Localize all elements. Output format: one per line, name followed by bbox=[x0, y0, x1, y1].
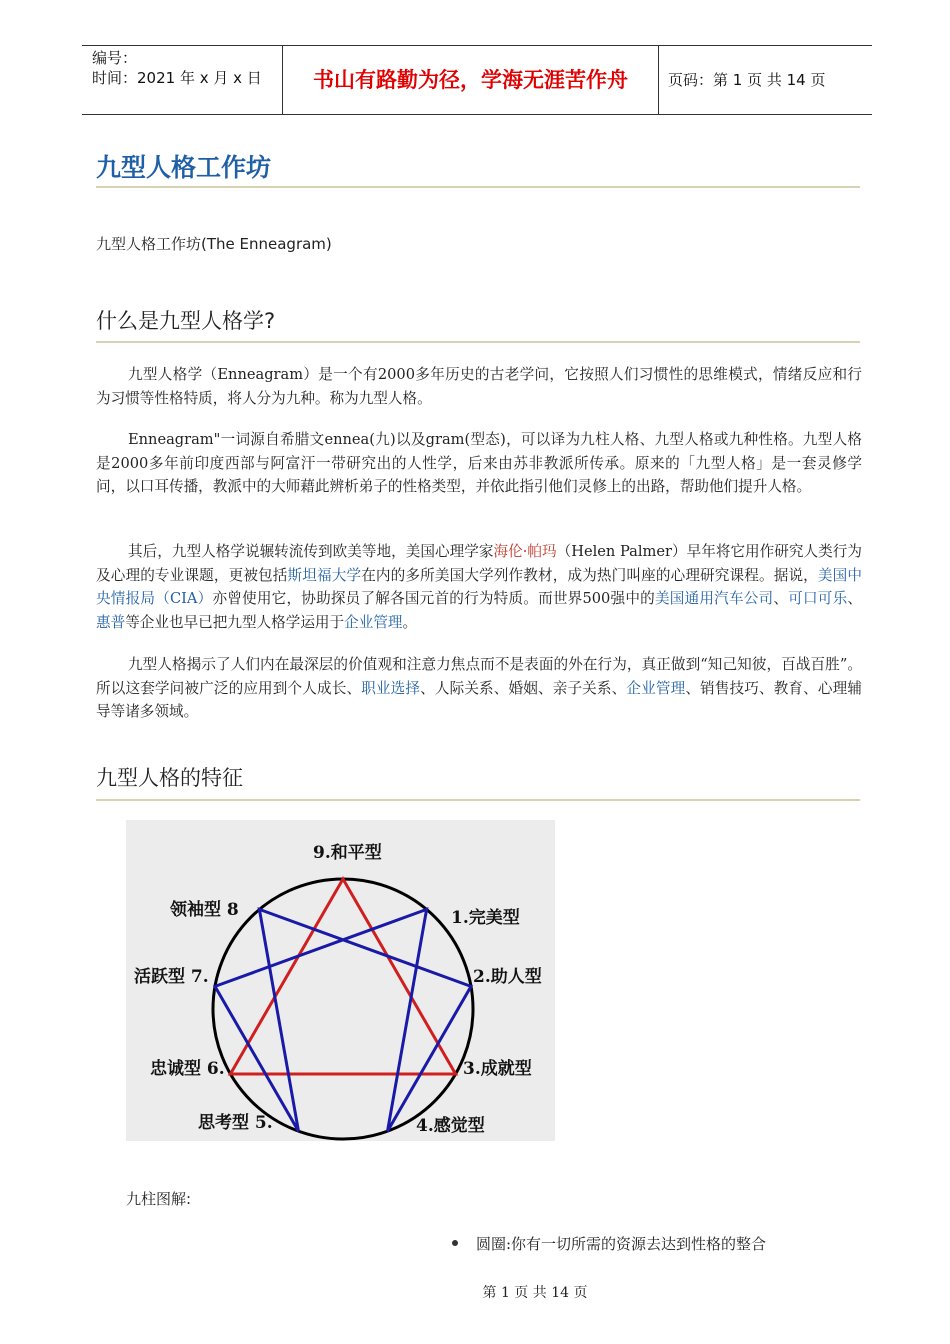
paragraph-applications bbox=[96, 653, 862, 724]
section-heading: 什么是九型人格学? bbox=[96, 309, 276, 333]
label-type-6: 忠诚型 6. bbox=[150, 1059, 225, 1079]
enneagram-figure bbox=[126, 820, 555, 1141]
header-divider bbox=[658, 46, 659, 114]
number-label: 编号： bbox=[92, 49, 138, 67]
header-motto: 书山有路勤为径，学海无涯苦作舟 bbox=[313, 67, 628, 92]
section-rule bbox=[96, 341, 860, 343]
page-footer: 第 1 页 共 14 页 bbox=[482, 1285, 588, 1301]
text-run: 在内的多所美国大学列作教材，成为热门叫座的心理研究课程。据说， bbox=[361, 566, 818, 584]
text-run: 亦曾使用它，协助探员了解各国元首的行为特质。而世界500强中的 bbox=[212, 590, 655, 607]
list-item-text: 圆圈:你有一切所需的资源去达到性格的整合 bbox=[476, 1235, 767, 1253]
header-meta bbox=[92, 48, 262, 88]
label-type-4: 4.感觉型 bbox=[416, 1116, 485, 1136]
label-type-9: 9.和平型 bbox=[313, 843, 382, 863]
link-stanford[interactable]: 斯坦福大学 bbox=[287, 566, 362, 584]
bullet-icon bbox=[452, 1240, 458, 1246]
link-gm[interactable]: 美国通用汽车公司 bbox=[654, 590, 774, 607]
section-rule bbox=[96, 799, 860, 801]
link-hp[interactable]: 惠普 bbox=[96, 613, 126, 631]
link-career[interactable]: 职业选择 bbox=[361, 679, 421, 697]
enneagram-circle bbox=[213, 879, 473, 1139]
enneagram-hexad bbox=[215, 909, 471, 1131]
label-type-3: 3.成就型 bbox=[463, 1059, 532, 1079]
text-run: （Helen Palmer）早年将它用作研究人类行为及心理的专业课题，更被包括 bbox=[96, 543, 862, 584]
link-cia[interactable]: 美国中央情报局（CIA） bbox=[96, 566, 862, 607]
label-type-1: 1.完美型 bbox=[451, 908, 520, 928]
text-run: 等企业也早已把九型人格学运用于 bbox=[125, 613, 345, 631]
section-heading: 九型人格的特征 bbox=[96, 766, 243, 790]
page-header bbox=[82, 45, 872, 115]
figure-caption: 九柱图解: bbox=[126, 1190, 192, 1208]
text-run: 九型人格揭示了人们内在最深层的价值观和注意力焦点而不是表面的外在行为，真正做到“知己知彼，百战百胜”。所以这套学问被广泛的应用到个人成长、 bbox=[96, 656, 862, 697]
document-subtitle: 九型人格工作坊(The Enneagram) bbox=[96, 235, 332, 253]
label-type-2: 2.助人型 bbox=[473, 967, 542, 987]
header-page-label: 页码：第 1 页 共 14 页 bbox=[668, 71, 826, 89]
link-management[interactable]: 企业管理 bbox=[344, 613, 403, 631]
text-run: 、 bbox=[773, 590, 789, 607]
title-rule bbox=[96, 186, 860, 188]
paragraph-history bbox=[96, 540, 862, 634]
text-run: 、人际关系、婚姻、亲子关系、 bbox=[420, 679, 627, 697]
time-label: 时间：2021 年 x 月 x 日 bbox=[92, 69, 262, 87]
link-coca-cola[interactable]: 可口可乐 bbox=[788, 590, 848, 607]
enneagram-triangle bbox=[230, 879, 455, 1074]
text-run: 。 bbox=[402, 613, 418, 631]
label-type-8: 领袖型 8 bbox=[170, 900, 239, 920]
list-item bbox=[452, 1233, 766, 1254]
label-type-5: 思考型 5. bbox=[198, 1113, 273, 1133]
paragraph-intro: 九型人格学（Enneagram）是一个有2000多年历史的古老学问，它按照人们习惯性的思维模式，情绪反应和行为习惯等性格特质，将人分为九种。称为九型人格。 bbox=[96, 366, 862, 407]
document-title: 九型人格工作坊 bbox=[96, 153, 272, 182]
link-management[interactable]: 企业管理 bbox=[626, 679, 686, 697]
text-run: 、 bbox=[847, 590, 862, 607]
label-type-7: 活跃型 7. bbox=[134, 967, 209, 987]
link-helen-palmer[interactable]: 海伦·帕玛 bbox=[493, 543, 557, 560]
text-run: 、销售技巧、教育、心理辅导等诸多领域。 bbox=[96, 679, 862, 720]
text-run: 其后，九型人格学说辗转流传到欧美等地，美国心理学家 bbox=[128, 543, 494, 560]
enneagram-diagram bbox=[126, 820, 555, 1141]
paragraph-origin: Enneagram"一词源自希腊文ennea(九)以及gram(型态)，可以译为九柱人格、九型人格或九种性格。九型人格是2000多年前印度西部与阿富汗一带研究出的人性学，后来由苏非教派所传承。原来的「九型人格」是一套灵修学问，以口耳传播，教派中的大师藉此辨析弟子的性格类型，并依此指引他们灵修上的出路，帮助他们提升人格。 bbox=[96, 431, 862, 495]
